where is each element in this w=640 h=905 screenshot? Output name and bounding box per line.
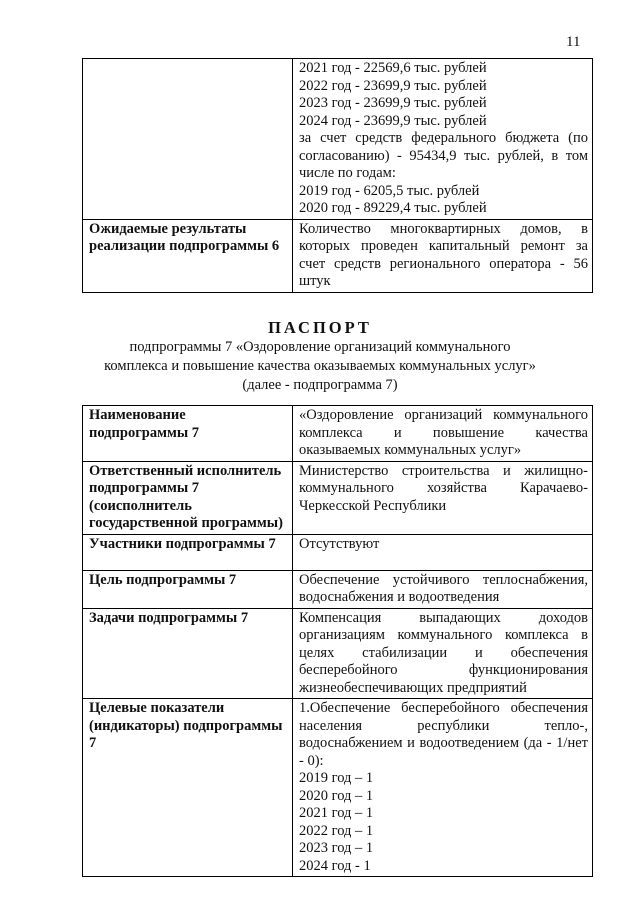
row-label-participants: Участники подпрограммы 7 [83,534,293,570]
row-label-goal: Цель подпрограммы 7 [83,570,293,608]
page-number: 11 [566,34,581,50]
row-value-tasks: Компенсация выпадающих доходов организациям коммунального комплекса в целях стабилизации и обеспечения бесперебойного функционирования жизнеобеспечивающих предприятий [293,608,593,699]
row-value-executor: Министерство строительства и жилищно-коммунального хозяйства Карачаево-Черкесской Республики [293,461,593,534]
table-row [83,406,593,462]
funding-line: за счет средств федерального бюджета (по согласованию) - 95434,9 тыс. рублей, в том числе по годам: [299,130,588,181]
row-value-participants: Отсутствуют [293,534,593,570]
indicator-line: 2020 год – 1 [299,787,374,804]
passport-subtitle-line: комплекса и повышение качества оказываемых коммунальных услуг» [104,358,536,374]
row-label-executor: Ответственный исполнитель подпрограммы 7 (соисполнитель государственной программы) [83,461,293,534]
indicator-line: 2024 год - 1 [299,857,371,874]
funding-line: 2022 год - 23699,9 тыс. рублей [299,77,487,94]
passport-subtitle-line: подпрограммы 7 «Оздоровление организаций коммунального [129,339,511,355]
row-label-name: Наименование подпрограммы 7 [83,406,293,462]
funding-table [82,58,593,293]
results-row-value: Количество многоквартирных домов, в которых проведен капитальный ремонт за счет средств регионального оператора - 56 штук [293,219,593,292]
indicator-line: 1.Обеспечение бесперебойного обеспечения населения республики тепло-, водоснабжением и водоотведением (да - 1/нет - 0): [299,700,588,769]
table-row [83,699,593,877]
table-row [83,461,593,534]
row-label-tasks: Задачи подпрограммы 7 [83,608,293,699]
indicator-line: 2021 год – 1 [299,805,374,821]
indicator-line: 2023 год – 1 [299,840,374,856]
row-value-indicators [293,699,593,877]
funding-line: 2021 год - 22569,6 тыс. рублей [299,60,487,76]
table-row [83,219,593,292]
row-label-indicators: Целевые показатели (индикаторы) подпрограммы 7 [83,699,293,877]
passport-subtitle [0,338,640,395]
funding-line: 2024 год - 23699,9 тыс. рублей [299,112,487,129]
indicator-line: 2022 год – 1 [299,822,374,839]
funding-row-label [83,59,293,220]
table-row [83,608,593,699]
row-value-name: «Оздоровление организаций коммунального комплекса и повышение качества оказываемых коммунальных услуг» [293,406,593,462]
table-row [83,570,593,608]
funding-line: 2020 год - 89229,4 тыс. рублей [299,200,487,216]
table-row [83,534,593,570]
passport-title: ПАСПОРТ [268,318,372,337]
passport-subtitle-line: (далее - подпрограмма 7) [242,377,398,393]
funding-line: 2019 год - 6205,5 тыс. рублей [299,182,480,199]
table-row [83,59,593,220]
indicator-line: 2019 год – 1 [299,770,374,786]
funding-row-value [293,59,593,220]
funding-line: 2023 год - 23699,9 тыс. рублей [299,95,487,111]
passport-table [82,405,593,877]
row-value-goal: Обеспечение устойчивого теплоснабжения, водоснабжения и водоотведения [293,570,593,608]
results-row-label: Ожидаемые результаты реализации подпрограммы 6 [83,219,293,292]
